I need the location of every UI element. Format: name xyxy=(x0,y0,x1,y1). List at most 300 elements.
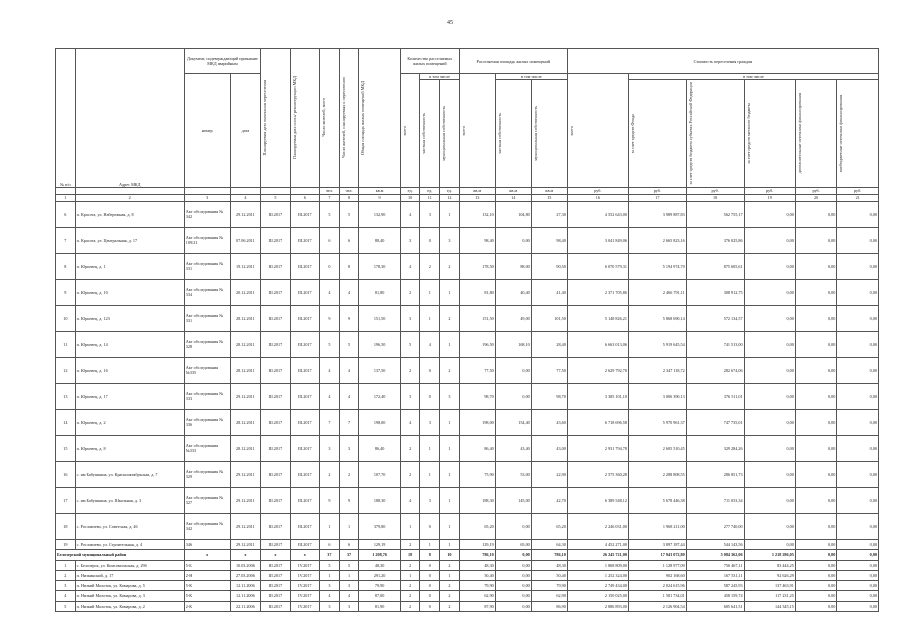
table-cell: 0 xyxy=(420,570,440,580)
subtotal-cell: х xyxy=(184,549,230,560)
table-cell: 28,40 xyxy=(531,331,567,357)
subtotal-cell: 8 xyxy=(420,549,440,560)
table-cell: 0,00 xyxy=(795,591,836,601)
table-cell: 0,00 xyxy=(837,461,879,487)
table-cell: 6 718 696,58 xyxy=(567,409,628,435)
table-cell: 0 xyxy=(420,560,440,570)
table-cell: III.2017 xyxy=(261,409,290,435)
table-cell: 3 xyxy=(420,487,440,513)
table-cell: Акт обследования № 327 xyxy=(184,487,230,513)
table-cell: 2 xyxy=(400,581,420,591)
table-cell: 29.12.2011 xyxy=(230,539,261,549)
table-cell: 62,90 xyxy=(531,591,567,601)
table-cell: 5 xyxy=(320,560,340,570)
subtotal-cell: х xyxy=(290,549,319,560)
column-number-cell: 9 xyxy=(359,194,400,201)
table-cell: 0,00 xyxy=(495,570,531,580)
column-number-cell: 21 xyxy=(837,194,879,201)
header-total-area: Общая площадь жилых помещений МКД xyxy=(360,80,366,155)
table-cell: 5 919 645,54 xyxy=(628,331,686,357)
table-cell: 5 194 974,70 xyxy=(628,253,686,279)
header-cost-group: Стоимость переселения граждан xyxy=(567,49,878,74)
unit-cell: руб. xyxy=(567,187,628,194)
table-cell: 87,90 xyxy=(459,601,495,611)
table-cell: 43,40 xyxy=(495,435,531,461)
table-cell: 0,00 xyxy=(837,331,879,357)
table-cell: 1 xyxy=(420,461,440,487)
table-cell: 8 xyxy=(56,253,76,279)
table-cell: 3 041 849,06 xyxy=(567,227,628,253)
table-cell: III.2017 xyxy=(261,560,290,570)
table-cell: 88,40 xyxy=(359,227,400,253)
table-cell: 7 xyxy=(339,409,359,435)
table-cell: 16 xyxy=(56,461,76,487)
table-cell: 5 970 961,37 xyxy=(628,409,686,435)
table-cell: 0,00 xyxy=(837,357,879,383)
subtotal-cell: 786,10 xyxy=(531,549,567,560)
header-cost-local: за счет средств местного бюджета xyxy=(745,102,751,164)
column-number-cell: 11 xyxy=(420,194,440,201)
column-number-cell: 1 xyxy=(56,194,76,201)
table-cell: 65,20 xyxy=(531,513,567,539)
unit-cell: руб. xyxy=(686,187,744,194)
table-cell: 198,00 xyxy=(359,409,400,435)
table-cell: 379,80 xyxy=(359,513,400,539)
table-cell: 79,90 xyxy=(531,581,567,591)
table-cell: 0,00 xyxy=(837,279,879,305)
table-row xyxy=(56,560,879,570)
table-cell: 1 xyxy=(339,513,359,539)
table-cell: 29.12.2011 xyxy=(230,487,261,513)
table-cell: 4 xyxy=(320,383,340,409)
table-cell: 28.12.2011 xyxy=(230,357,261,383)
table-cell: 458 159,74 xyxy=(686,591,744,601)
unit-cell xyxy=(290,187,319,194)
table-cell: 2 246 031,00 xyxy=(567,513,628,539)
table-cell: III.2017 xyxy=(261,581,290,591)
table-cell: с. Рославлево, ул. Строительная, д. 4 xyxy=(75,539,184,549)
table-cell: 151,50 xyxy=(359,305,400,331)
resettlement-table xyxy=(55,48,879,612)
table-cell: 5-Б xyxy=(184,560,230,570)
table-cell: 90,50 xyxy=(531,253,567,279)
header-rooms-including: в том числе xyxy=(420,74,459,80)
column-number-cell: 16 xyxy=(567,194,628,201)
table-cell: III.2017 xyxy=(290,227,319,253)
table-cell: 29.12.2011 xyxy=(230,201,261,227)
subtotal-cell: 5 084 362,06 xyxy=(686,549,744,560)
subtotal-cell: 1 208,76 xyxy=(359,549,400,560)
table-cell: 0,00 xyxy=(795,383,836,409)
header-cost-fund: за счет средств Фонда xyxy=(629,113,635,153)
table-cell: 2 xyxy=(400,357,420,383)
column-numbers-row xyxy=(56,194,879,201)
column-number-cell: 20 xyxy=(795,194,836,201)
unit-cell: кв.м xyxy=(359,187,400,194)
table-cell: 79,90 xyxy=(459,581,495,591)
table-cell: 3 897 187,44 xyxy=(628,539,686,549)
table-cell: 3 989 887,83 xyxy=(628,201,686,227)
table-cell: 0,00 xyxy=(837,227,879,253)
table-cell: 29.12.2011 xyxy=(230,513,261,539)
column-number-cell: 14 xyxy=(495,194,531,201)
table-cell: 2 xyxy=(440,601,460,611)
table-cell: 5-К xyxy=(184,581,230,591)
table-cell: 0,00 xyxy=(495,581,531,591)
table-cell: 3 xyxy=(420,409,440,435)
table-cell: 2 024 615,96 xyxy=(628,581,686,591)
table-cell: III.2017 xyxy=(261,201,290,227)
table-cell: 5 xyxy=(56,601,76,611)
table-cell: 5 678 446,38 xyxy=(628,487,686,513)
table-cell: 0,00 xyxy=(795,357,836,383)
table-cell: 86,40 xyxy=(359,435,400,461)
table-cell: 6 xyxy=(320,227,340,253)
table-cell: 5 xyxy=(400,331,420,357)
table-cell: 1 xyxy=(440,409,460,435)
table-cell: 0,00 xyxy=(837,570,879,580)
table-cell: 0,00 xyxy=(795,601,836,611)
table-cell: 9 xyxy=(56,279,76,305)
table-cell: 137,50 xyxy=(359,357,400,383)
table-cell: 196,50 xyxy=(459,331,495,357)
table-cell: 3 xyxy=(400,383,420,409)
table-cell: 4 xyxy=(400,201,420,227)
table-cell: 376 025,86 xyxy=(686,227,744,253)
table-cell: 101,50 xyxy=(531,305,567,331)
table-cell: III.2017 xyxy=(290,305,319,331)
table-cell: 14 xyxy=(56,409,76,435)
table-cell: 0,00 xyxy=(837,591,879,601)
table-cell: III.2017 xyxy=(261,253,290,279)
table-cell: 198,00 xyxy=(459,409,495,435)
table-cell: 3 xyxy=(320,435,340,461)
table-cell: 79,90 xyxy=(359,581,400,591)
table-cell: 1 968 211,00 xyxy=(628,513,686,539)
table-row xyxy=(56,201,879,227)
header-cost-subject: за счет средств бюджета субъекта Российской Федерации xyxy=(687,82,693,185)
table-cell: 98,70 xyxy=(531,383,567,409)
table-cell: 5 xyxy=(339,331,359,357)
table-cell: 572 134,57 xyxy=(686,305,744,331)
table-cell: 3 xyxy=(339,581,359,591)
table-cell: 1 xyxy=(440,570,460,580)
table-cell: п. Низкий Молоток, ул. Комарова, д. 2 xyxy=(75,601,184,611)
unit-cell: кв.м xyxy=(459,187,495,194)
table-cell: 0,00 xyxy=(795,570,836,580)
table-cell: 4 xyxy=(400,253,420,279)
table-cell: 77,50 xyxy=(531,357,567,383)
table-cell: Акт обследования № 342 xyxy=(184,201,230,227)
table-cell: 9 xyxy=(339,487,359,513)
table-cell: п. Низкий Молоток, ул. Комарова, д. 5 xyxy=(75,581,184,591)
table-cell: Акт обследования № 334 xyxy=(184,279,230,305)
table-cell: 4 xyxy=(400,487,420,513)
table-cell: 19.12.2011 xyxy=(230,253,261,279)
table-cell: 129,19 xyxy=(359,539,400,549)
table-cell: 329 284,26 xyxy=(686,435,744,461)
table-cell: III.2017 xyxy=(261,331,290,357)
table-cell: III.2017 xyxy=(261,591,290,601)
table-cell: 9 xyxy=(320,305,340,331)
column-number-cell: 10 xyxy=(400,194,420,201)
unit-cell: ед. xyxy=(440,187,460,194)
unit-cell: руб. xyxy=(744,187,795,194)
header-planned-demolish: Планируемая дата сноса/ реконструкции МКД xyxy=(291,76,297,160)
table-cell: 1 xyxy=(440,201,460,227)
table-cell: 0 xyxy=(420,357,440,383)
table-cell: 10.03.2006 xyxy=(230,560,261,570)
table-cell: 0,00 xyxy=(795,409,836,435)
table-cell: IV.2017 xyxy=(290,581,319,591)
table-cell: 2 xyxy=(400,461,420,487)
table-cell: 188,30 xyxy=(459,487,495,513)
table-cell: 17 xyxy=(56,487,76,513)
table-cell: 4 xyxy=(400,409,420,435)
table-cell: 65,00 xyxy=(495,539,531,549)
table-cell: 2 xyxy=(320,461,340,487)
table-cell: 286 851,73 xyxy=(686,461,744,487)
table-cell: 1 xyxy=(400,570,420,580)
table-cell: 587 245,93 xyxy=(686,581,744,591)
table-cell: III.2017 xyxy=(261,435,290,461)
table-cell: 3 385 101,10 xyxy=(567,383,628,409)
table-cell: 145,00 xyxy=(495,487,531,513)
table-cell: IV.2017 xyxy=(290,570,319,580)
header-doc: Документ, подтверждающий признание МКД аварийным xyxy=(184,49,260,74)
table-cell: 154,40 xyxy=(495,409,531,435)
table-cell: IV.2017 xyxy=(290,601,319,611)
table-cell: 48,30 xyxy=(359,560,400,570)
table-cell: 2-Н xyxy=(184,570,230,580)
table-cell: 129,19 xyxy=(459,539,495,549)
table-cell: 0,00 xyxy=(837,201,879,227)
table-row xyxy=(56,581,879,591)
table-cell: 27,30 xyxy=(531,201,567,227)
table-cell: 1 xyxy=(440,513,460,539)
table-row xyxy=(56,227,879,253)
table-cell: 2 629 792,70 xyxy=(567,357,628,383)
table-cell: 3 xyxy=(420,201,440,227)
table-cell: 0,00 xyxy=(744,279,795,305)
table-cell: 12.11.2006 xyxy=(230,581,261,591)
unit-cell xyxy=(184,187,230,194)
table-cell: п. Юрьевец, д. 2 xyxy=(75,409,184,435)
table-cell: 0 xyxy=(420,227,440,253)
table-cell: 48,30 xyxy=(531,560,567,570)
table-cell: 0,00 xyxy=(837,305,879,331)
table-cell: 4 xyxy=(339,591,359,601)
table-cell: 132,10 xyxy=(459,201,495,227)
table-cell: 2 126 904,54 xyxy=(628,601,686,611)
table-cell: 0,00 xyxy=(495,591,531,601)
table-row xyxy=(56,539,879,549)
unit-cell: руб. xyxy=(837,187,879,194)
table-cell: 3 xyxy=(400,305,420,331)
table-cell: 3 xyxy=(320,601,340,611)
table-cell: 2 150 025,00 xyxy=(567,591,628,601)
table-row xyxy=(56,487,879,513)
subtotal-cell: 37 xyxy=(320,549,340,560)
table-cell: 50,40 xyxy=(531,570,567,580)
unit-cell: кв.м xyxy=(495,187,531,194)
table-cell: III.2017 xyxy=(261,279,290,305)
table-cell: 28.12.2011 xyxy=(230,435,261,461)
table-cell: 0,00 xyxy=(795,539,836,549)
table-cell: 3 xyxy=(440,383,460,409)
table-cell: 1 xyxy=(400,513,420,539)
table-cell: III.2017 xyxy=(261,227,290,253)
table-cell: 741 513,00 xyxy=(686,331,744,357)
table-cell: III.2017 xyxy=(290,201,319,227)
subtotal-cell: 0,00 xyxy=(795,549,836,560)
header-cost-including: в том числе xyxy=(628,74,878,80)
table-cell: 178,30 xyxy=(359,253,400,279)
table-cell: 6 xyxy=(339,539,359,549)
column-number-cell: 2 xyxy=(75,194,184,201)
table-cell: 19 xyxy=(56,539,76,549)
table-cell: 2-К xyxy=(184,601,230,611)
unit-cell: чел. xyxy=(339,187,359,194)
table-cell: 2 xyxy=(400,601,420,611)
table-cell: 0,00 xyxy=(744,201,795,227)
header-planned-finish: Планируемая дата окончания переселения xyxy=(262,80,268,156)
table-cell: 875 605,61 xyxy=(686,253,744,279)
table-cell: 2 xyxy=(440,560,460,570)
table-cell: 11 xyxy=(56,331,76,357)
table-cell: 3 xyxy=(339,435,359,461)
table-cell: 0,00 xyxy=(837,487,879,513)
table-cell: 2 749 434,00 xyxy=(567,581,628,591)
table-cell: 137 463,91 xyxy=(744,581,795,591)
table-cell: 0,00 xyxy=(744,409,795,435)
table-cell: 0,00 xyxy=(837,383,879,409)
table-cell: 4 xyxy=(339,383,359,409)
table-cell: 2 xyxy=(420,253,440,279)
table-cell: 544 143,56 xyxy=(686,539,744,549)
table-cell: 9 xyxy=(320,487,340,513)
column-number-cell: 19 xyxy=(744,194,795,201)
table-cell: 0,00 xyxy=(495,357,531,383)
table-cell: 1 xyxy=(440,487,460,513)
table-cell: III.2017 xyxy=(290,357,319,383)
table-row xyxy=(56,357,879,383)
table-cell: Акт обследования № 329 xyxy=(184,461,230,487)
unit-cell: руб. xyxy=(795,187,836,194)
table-cell: 62,90 xyxy=(459,591,495,601)
table-cell: 0,00 xyxy=(744,227,795,253)
header-area-total: всего xyxy=(460,125,466,135)
table-cell: 98,70 xyxy=(459,383,495,409)
table-cell: 77,50 xyxy=(459,357,495,383)
table-cell: п. Красота, ул. Набережная, д. 8 xyxy=(75,201,184,227)
unit-cell xyxy=(261,187,290,194)
page-number: 45 xyxy=(447,20,453,26)
table-cell: 2 xyxy=(440,253,460,279)
subtotal-cell: 1 218 286,05 xyxy=(744,549,795,560)
table-cell: 2 xyxy=(440,305,460,331)
table-cell: с. им Бабушкина, ул. Школьная, д. 3 xyxy=(75,487,184,513)
column-number-cell: 12 xyxy=(440,194,460,201)
table-row xyxy=(56,279,879,305)
table-cell: 6 070 579,31 xyxy=(567,253,628,279)
unit-cell: ед. xyxy=(400,187,420,194)
table-cell: 43,00 xyxy=(531,435,567,461)
table-cell: 117 231,25 xyxy=(744,591,795,601)
table-cell: 6 xyxy=(339,227,359,253)
table-cell: п. Юрьевец, д. 10 xyxy=(75,279,184,305)
table-cell: 1 xyxy=(320,513,340,539)
table-cell: 2 xyxy=(440,357,460,383)
table-cell: 53,00 xyxy=(495,461,531,487)
table-cell: 0,00 xyxy=(795,461,836,487)
table-cell: 0,00 xyxy=(495,227,531,253)
table-cell: 50,40 xyxy=(459,570,495,580)
table-cell: 49,00 xyxy=(495,305,531,331)
table-cell: 0,00 xyxy=(837,539,879,549)
table-cell: 0,00 xyxy=(837,601,879,611)
table-cell: 2 xyxy=(56,570,76,580)
table-cell: 88,00 xyxy=(495,253,531,279)
table-cell: 0,00 xyxy=(744,513,795,539)
unit-cell: ед. xyxy=(420,187,440,194)
table-cell: с. Белозерск, ул. Комсомольская, д. 29б xyxy=(75,560,184,570)
table-cell: 98,40 xyxy=(531,227,567,253)
table-cell: 4 xyxy=(339,279,359,305)
column-number-cell: 15 xyxy=(531,194,567,201)
table-cell: III.2017 xyxy=(261,539,290,549)
table-cell: 0,00 xyxy=(795,331,836,357)
table-cell: 4 xyxy=(56,591,76,601)
table-cell: 3 xyxy=(339,601,359,611)
subtotal-cell: 26 245 721,00 xyxy=(567,549,628,560)
table-cell: III.2017 xyxy=(290,435,319,461)
table-cell: III.2017 xyxy=(261,570,290,580)
table-cell: 2 xyxy=(339,461,359,487)
table-cell: 22,90 xyxy=(531,461,567,487)
unit-cell xyxy=(56,187,76,194)
table-cell: 0,00 xyxy=(837,253,879,279)
table-row xyxy=(56,383,879,409)
table-cell: 2 605 510,45 xyxy=(628,435,686,461)
table-cell: III.2017 xyxy=(261,305,290,331)
table-cell: Акт обследования №333 xyxy=(184,435,230,461)
header-rooms-private: частная собственность xyxy=(421,112,427,154)
table-row xyxy=(56,253,879,279)
table-cell: п. Юрьевец, д. 16 xyxy=(75,357,184,383)
table-cell: 86,40 xyxy=(459,435,495,461)
table-cell: 92 626,29 xyxy=(744,570,795,580)
table-cell: 65,20 xyxy=(459,513,495,539)
table-cell: III.2017 xyxy=(261,513,290,539)
table-cell: п. Юрьевец, д. 123 xyxy=(75,305,184,331)
table-cell: 1 128 977,09 xyxy=(628,560,686,570)
table-cell: 132,90 xyxy=(359,201,400,227)
table-cell: 0,00 xyxy=(837,409,879,435)
header-area-private: частная собственность xyxy=(496,112,502,154)
table-cell: 15 xyxy=(56,435,76,461)
table-cell: 1 xyxy=(440,435,460,461)
table-row xyxy=(56,591,879,601)
header-rooms-municipal: муниципальная собственность xyxy=(441,105,447,161)
table-row xyxy=(56,513,879,539)
table-cell: с. Рославлево, ул. Советская, д. 46 xyxy=(75,513,184,539)
table-cell: 0,00 xyxy=(495,513,531,539)
table-cell: 2 xyxy=(400,591,420,601)
table-cell: 2 466 791,11 xyxy=(628,279,686,305)
subtotal-cell: 18 xyxy=(400,549,420,560)
table-cell: 0,00 xyxy=(744,461,795,487)
